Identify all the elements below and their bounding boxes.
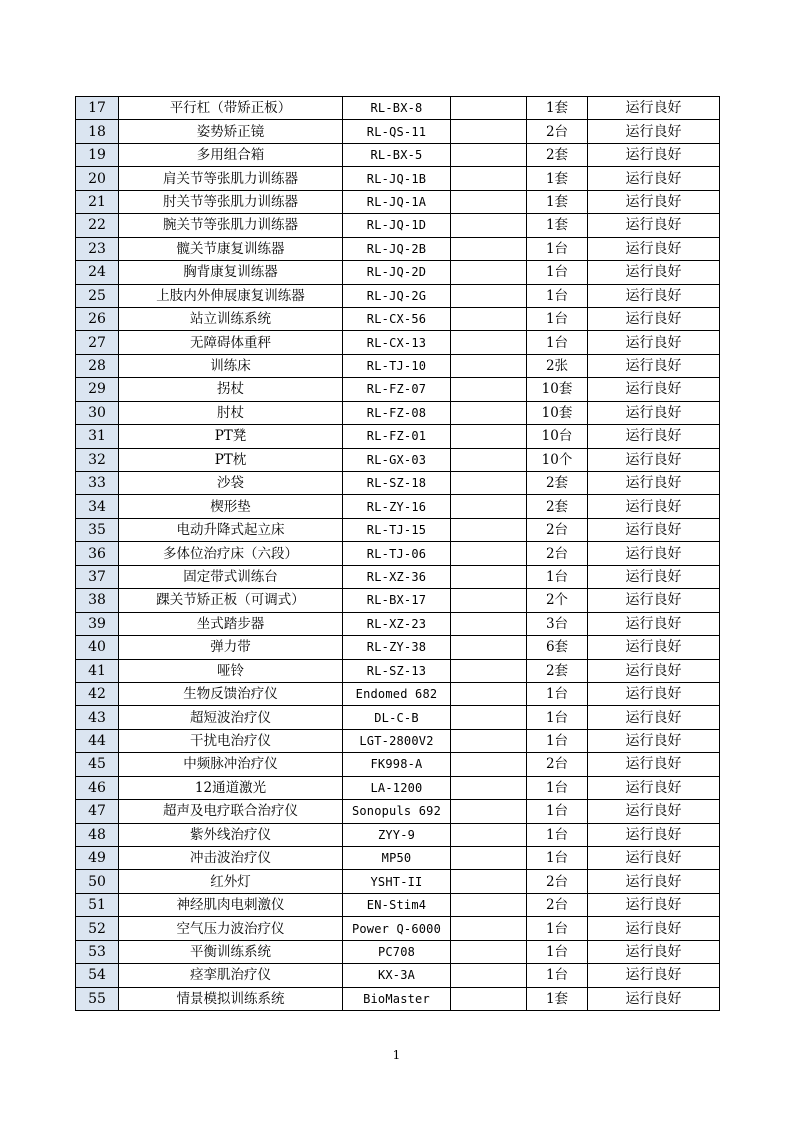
quantity: 2台 (527, 120, 588, 143)
model-number: RL-JQ-1D (343, 214, 451, 237)
model-number: RL-SZ-13 (343, 659, 451, 682)
quantity: 2个 (527, 589, 588, 612)
model-number: RL-TJ-10 (343, 354, 451, 377)
operating-status: 运行良好 (588, 214, 720, 237)
table-row (76, 964, 720, 987)
operating-status: 运行良好 (588, 237, 720, 260)
operating-status: 运行良好 (588, 448, 720, 471)
table-row (76, 401, 720, 424)
row-number: 32 (76, 448, 119, 471)
quantity: 2张 (527, 354, 588, 377)
model-number: RL-CX-13 (343, 331, 451, 354)
quantity: 1台 (527, 776, 588, 799)
quantity: 10套 (527, 378, 588, 401)
blank-cell (451, 354, 527, 377)
table-row (76, 97, 720, 120)
table-row (76, 448, 720, 471)
table-row (76, 472, 720, 495)
model-number: KX-3A (343, 964, 451, 987)
table-row (76, 120, 720, 143)
blank-cell (451, 331, 527, 354)
quantity: 10台 (527, 425, 588, 448)
quantity: 1台 (527, 847, 588, 870)
operating-status: 运行良好 (588, 190, 720, 213)
row-number: 29 (76, 378, 119, 401)
operating-status: 运行良好 (588, 940, 720, 963)
equipment-name: 多体位治疗床（六段） (119, 542, 343, 565)
operating-status: 运行良好 (588, 893, 720, 916)
quantity: 1台 (527, 307, 588, 330)
quantity: 2套 (527, 495, 588, 518)
model-number: RL-SZ-18 (343, 472, 451, 495)
blank-cell (451, 636, 527, 659)
table-row (76, 261, 720, 284)
table-row (76, 917, 720, 940)
row-number: 30 (76, 401, 119, 424)
equipment-name: 站立训练系统 (119, 307, 343, 330)
table-row (76, 378, 720, 401)
quantity: 2台 (527, 870, 588, 893)
quantity: 1台 (527, 682, 588, 705)
equipment-name: 拐杖 (119, 378, 343, 401)
operating-status: 运行良好 (588, 261, 720, 284)
blank-cell (451, 143, 527, 166)
row-number: 43 (76, 706, 119, 729)
table-row (76, 682, 720, 705)
equipment-name: 肩关节等张肌力训练器 (119, 167, 343, 190)
table-row (76, 940, 720, 963)
model-number: LA-1200 (343, 776, 451, 799)
row-number: 18 (76, 120, 119, 143)
quantity: 1套 (527, 190, 588, 213)
quantity: 2台 (527, 542, 588, 565)
quantity: 1套 (527, 987, 588, 1010)
operating-status: 运行良好 (588, 378, 720, 401)
blank-cell (451, 518, 527, 541)
model-number: BioMaster (343, 987, 451, 1010)
operating-status: 运行良好 (588, 495, 720, 518)
row-number: 42 (76, 682, 119, 705)
quantity: 1台 (527, 237, 588, 260)
blank-cell (451, 682, 527, 705)
equipment-name: 中频脉冲治疗仪 (119, 753, 343, 776)
model-number: RL-TJ-06 (343, 542, 451, 565)
blank-cell (451, 589, 527, 612)
model-number: Endomed 682 (343, 682, 451, 705)
row-number: 54 (76, 964, 119, 987)
model-number: Sonopuls 692 (343, 800, 451, 823)
blank-cell (451, 964, 527, 987)
operating-status: 运行良好 (588, 659, 720, 682)
table-row (76, 987, 720, 1010)
model-number: RL-XZ-36 (343, 565, 451, 588)
model-number: RL-BX-5 (343, 143, 451, 166)
blank-cell (451, 378, 527, 401)
operating-status: 运行良好 (588, 565, 720, 588)
blank-cell (451, 870, 527, 893)
blank-cell (451, 261, 527, 284)
row-number: 36 (76, 542, 119, 565)
table-row (76, 589, 720, 612)
blank-cell (451, 448, 527, 471)
table-row (76, 425, 720, 448)
table-row (76, 870, 720, 893)
row-number: 37 (76, 565, 119, 588)
operating-status: 运行良好 (588, 753, 720, 776)
model-number: RL-TJ-15 (343, 518, 451, 541)
blank-cell (451, 97, 527, 120)
operating-status: 运行良好 (588, 143, 720, 166)
equipment-name: 哑铃 (119, 659, 343, 682)
table-row (76, 823, 720, 846)
model-number: DL-C-B (343, 706, 451, 729)
table-body (76, 97, 720, 1011)
equipment-name: 红外灯 (119, 870, 343, 893)
table-row (76, 143, 720, 166)
quantity: 2台 (527, 753, 588, 776)
blank-cell (451, 120, 527, 143)
row-number: 40 (76, 636, 119, 659)
quantity: 10个 (527, 448, 588, 471)
operating-status: 运行良好 (588, 776, 720, 799)
equipment-name: 生物反馈治疗仪 (119, 682, 343, 705)
row-number: 50 (76, 870, 119, 893)
model-number: RL-BX-8 (343, 97, 451, 120)
table-row (76, 214, 720, 237)
equipment-name: 弹力带 (119, 636, 343, 659)
blank-cell (451, 190, 527, 213)
row-number: 39 (76, 612, 119, 635)
model-number: RL-FZ-08 (343, 401, 451, 424)
table-row (76, 307, 720, 330)
quantity: 1台 (527, 964, 588, 987)
equipment-name: 沙袋 (119, 472, 343, 495)
equipment-name: 冲击波治疗仪 (119, 847, 343, 870)
blank-cell (451, 823, 527, 846)
operating-status: 运行良好 (588, 823, 720, 846)
row-number: 27 (76, 331, 119, 354)
table-row (76, 659, 720, 682)
model-number: RL-GX-03 (343, 448, 451, 471)
model-number: Power Q-6000 (343, 917, 451, 940)
blank-cell (451, 659, 527, 682)
equipment-name: 坐式踏步器 (119, 612, 343, 635)
table-row (76, 800, 720, 823)
blank-cell (451, 542, 527, 565)
equipment-name: 楔形垫 (119, 495, 343, 518)
row-number: 23 (76, 237, 119, 260)
quantity: 1台 (527, 940, 588, 963)
table-row (76, 565, 720, 588)
quantity: 1套 (527, 167, 588, 190)
model-number: MP50 (343, 847, 451, 870)
table-row (76, 847, 720, 870)
row-number: 52 (76, 917, 119, 940)
operating-status: 运行良好 (588, 682, 720, 705)
quantity: 1台 (527, 823, 588, 846)
quantity: 1台 (527, 917, 588, 940)
quantity: 10套 (527, 401, 588, 424)
table-row (76, 753, 720, 776)
row-number: 34 (76, 495, 119, 518)
operating-status: 运行良好 (588, 847, 720, 870)
table-row (76, 729, 720, 752)
equipment-name: 平衡训练系统 (119, 940, 343, 963)
model-number: RL-XZ-23 (343, 612, 451, 635)
blank-cell (451, 495, 527, 518)
equipment-name: 肘杖 (119, 401, 343, 424)
equipment-name: 固定带式训练台 (119, 565, 343, 588)
equipment-name: 髋关节康复训练器 (119, 237, 343, 260)
equipment-name: 腕关节等张肌力训练器 (119, 214, 343, 237)
equipment-name: 上肢内外伸展康复训练器 (119, 284, 343, 307)
blank-cell (451, 753, 527, 776)
equipment-name: 无障碍体重秤 (119, 331, 343, 354)
blank-cell (451, 940, 527, 963)
equipment-name: 平行杠（带矫正板） (119, 97, 343, 120)
table-row (76, 495, 720, 518)
model-number: RL-JQ-1A (343, 190, 451, 213)
quantity: 1台 (527, 729, 588, 752)
blank-cell (451, 472, 527, 495)
row-number: 49 (76, 847, 119, 870)
table-row (76, 636, 720, 659)
equipment-name: 踝关节矫正板（可调式） (119, 589, 343, 612)
operating-status: 运行良好 (588, 612, 720, 635)
quantity: 6套 (527, 636, 588, 659)
table-row (76, 284, 720, 307)
operating-status: 运行良好 (588, 636, 720, 659)
model-number: RL-FZ-07 (343, 378, 451, 401)
blank-cell (451, 167, 527, 190)
model-number: ZYY-9 (343, 823, 451, 846)
model-number: YSHT-II (343, 870, 451, 893)
quantity: 1台 (527, 331, 588, 354)
equipment-name: PT枕 (119, 448, 343, 471)
operating-status: 运行良好 (588, 401, 720, 424)
row-number: 24 (76, 261, 119, 284)
model-number: EN-Stim4 (343, 893, 451, 916)
row-number: 31 (76, 425, 119, 448)
row-number: 26 (76, 307, 119, 330)
quantity: 1套 (527, 97, 588, 120)
operating-status: 运行良好 (588, 518, 720, 541)
row-number: 51 (76, 893, 119, 916)
blank-cell (451, 893, 527, 916)
operating-status: 运行良好 (588, 964, 720, 987)
operating-status: 运行良好 (588, 331, 720, 354)
table-row (76, 893, 720, 916)
equipment-name: 超短波治疗仪 (119, 706, 343, 729)
blank-cell (451, 612, 527, 635)
equipment-name: 痉挛肌治疗仪 (119, 964, 343, 987)
operating-status: 运行良好 (588, 354, 720, 377)
model-number: FK998-A (343, 753, 451, 776)
quantity: 3台 (527, 612, 588, 635)
table-row (76, 612, 720, 635)
table-row (76, 167, 720, 190)
blank-cell (451, 237, 527, 260)
row-number: 19 (76, 143, 119, 166)
row-number: 45 (76, 753, 119, 776)
operating-status: 运行良好 (588, 284, 720, 307)
quantity: 2套 (527, 143, 588, 166)
operating-status: 运行良好 (588, 589, 720, 612)
operating-status: 运行良好 (588, 425, 720, 448)
row-number: 33 (76, 472, 119, 495)
quantity: 1台 (527, 800, 588, 823)
equipment-name: 紫外线治疗仪 (119, 823, 343, 846)
equipment-name: 空气压力波治疗仪 (119, 917, 343, 940)
blank-cell (451, 214, 527, 237)
equipment-name: 多用组合箱 (119, 143, 343, 166)
row-number: 44 (76, 729, 119, 752)
row-number: 17 (76, 97, 119, 120)
quantity: 1套 (527, 214, 588, 237)
operating-status: 运行良好 (588, 917, 720, 940)
quantity: 1台 (527, 565, 588, 588)
blank-cell (451, 776, 527, 799)
model-number: PC708 (343, 940, 451, 963)
operating-status: 运行良好 (588, 472, 720, 495)
row-number: 25 (76, 284, 119, 307)
operating-status: 运行良好 (588, 870, 720, 893)
row-number: 38 (76, 589, 119, 612)
quantity: 2台 (527, 893, 588, 916)
blank-cell (451, 565, 527, 588)
model-number: RL-JQ-2D (343, 261, 451, 284)
equipment-name: 干扰电治疗仪 (119, 729, 343, 752)
row-number: 53 (76, 940, 119, 963)
quantity: 2套 (527, 659, 588, 682)
row-number: 41 (76, 659, 119, 682)
blank-cell (451, 987, 527, 1010)
blank-cell (451, 729, 527, 752)
equipment-name: PT凳 (119, 425, 343, 448)
row-number: 55 (76, 987, 119, 1010)
operating-status: 运行良好 (588, 987, 720, 1010)
operating-status: 运行良好 (588, 120, 720, 143)
operating-status: 运行良好 (588, 729, 720, 752)
blank-cell (451, 800, 527, 823)
equipment-name: 训练床 (119, 354, 343, 377)
page-number: 1 (392, 1048, 401, 1062)
table-row (76, 190, 720, 213)
equipment-name: 超声及电疗联合治疗仪 (119, 800, 343, 823)
operating-status: 运行良好 (588, 706, 720, 729)
operating-status: 运行良好 (588, 800, 720, 823)
model-number: RL-FZ-01 (343, 425, 451, 448)
model-number: RL-BX-17 (343, 589, 451, 612)
blank-cell (451, 307, 527, 330)
table-row (76, 776, 720, 799)
operating-status: 运行良好 (588, 97, 720, 120)
blank-cell (451, 847, 527, 870)
quantity: 1台 (527, 261, 588, 284)
equipment-table (75, 96, 720, 1011)
model-number: RL-ZY-38 (343, 636, 451, 659)
table-row (76, 706, 720, 729)
equipment-name: 胸背康复训练器 (119, 261, 343, 284)
row-number: 28 (76, 354, 119, 377)
quantity: 2台 (527, 518, 588, 541)
table-row (76, 354, 720, 377)
model-number: RL-ZY-16 (343, 495, 451, 518)
blank-cell (451, 706, 527, 729)
table-row (76, 331, 720, 354)
equipment-name: 肘关节等张肌力训练器 (119, 190, 343, 213)
quantity: 1台 (527, 284, 588, 307)
equipment-name: 姿势矫正镜 (119, 120, 343, 143)
row-number: 46 (76, 776, 119, 799)
operating-status: 运行良好 (588, 542, 720, 565)
model-number: RL-JQ-2G (343, 284, 451, 307)
blank-cell (451, 401, 527, 424)
blank-cell (451, 284, 527, 307)
row-number: 22 (76, 214, 119, 237)
row-number: 20 (76, 167, 119, 190)
equipment-name: 12通道激光 (119, 776, 343, 799)
equipment-name: 电动升降式起立床 (119, 518, 343, 541)
operating-status: 运行良好 (588, 307, 720, 330)
table-row (76, 542, 720, 565)
blank-cell (451, 917, 527, 940)
quantity: 1台 (527, 706, 588, 729)
equipment-name: 情景模拟训练系统 (119, 987, 343, 1010)
equipment-name: 神经肌肉电刺激仪 (119, 893, 343, 916)
model-number: LGT-2800V2 (343, 729, 451, 752)
model-number: RL-JQ-1B (343, 167, 451, 190)
operating-status: 运行良好 (588, 167, 720, 190)
row-number: 47 (76, 800, 119, 823)
quantity: 2套 (527, 472, 588, 495)
row-number: 21 (76, 190, 119, 213)
model-number: RL-CX-56 (343, 307, 451, 330)
model-number: RL-JQ-2B (343, 237, 451, 260)
blank-cell (451, 425, 527, 448)
row-number: 48 (76, 823, 119, 846)
row-number: 35 (76, 518, 119, 541)
model-number: RL-QS-11 (343, 120, 451, 143)
table-row (76, 518, 720, 541)
table-row (76, 237, 720, 260)
